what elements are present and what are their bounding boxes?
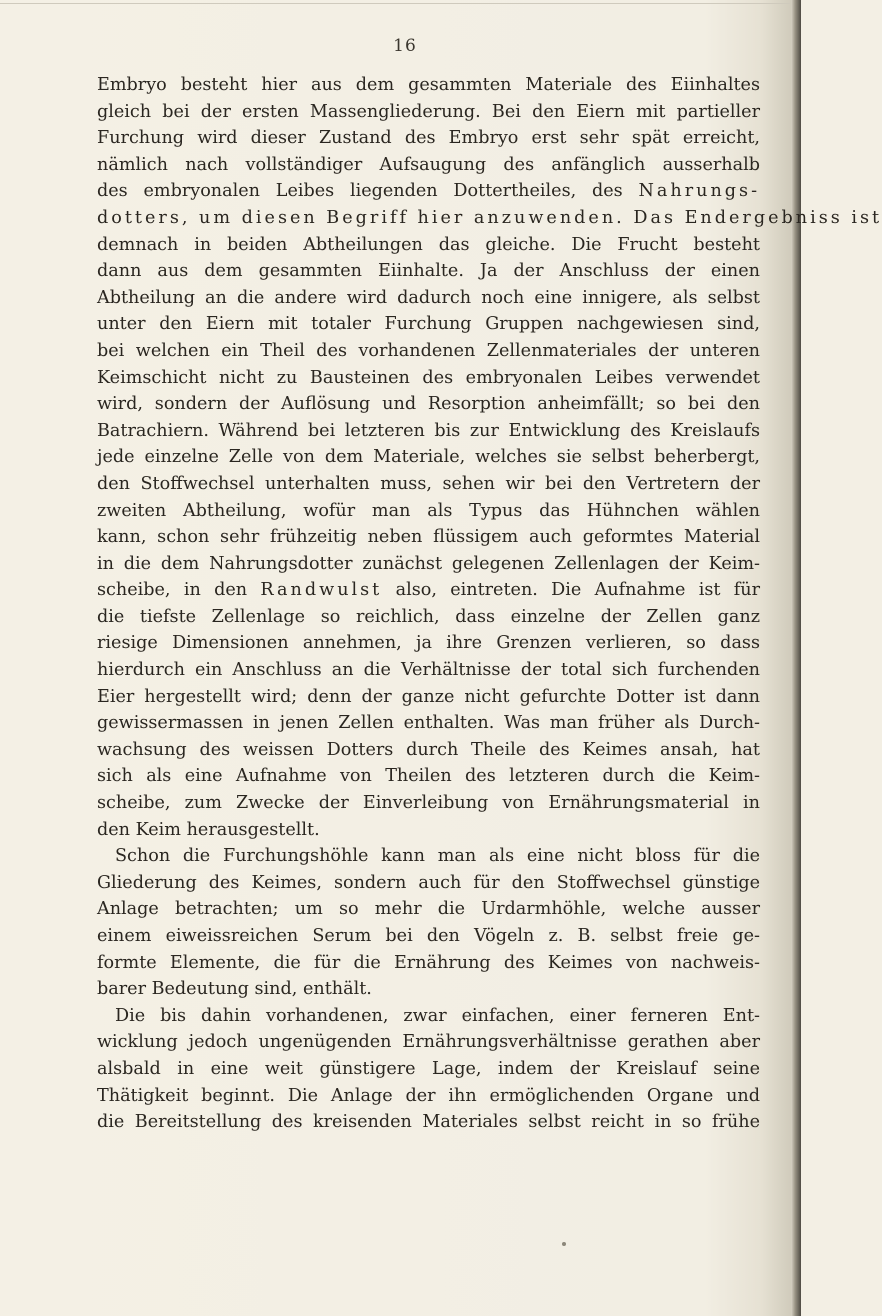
text-line: die tiefste Zellenlage so reichlich, dass einzelne der Zellen ganz: [97, 606, 760, 627]
text-line: wicklung jedoch ungenügenden Ernährungsverhältnisse gerathen aber: [97, 1032, 760, 1053]
text-segment: also, eintreten. Die Aufnahme ist für: [395, 580, 761, 601]
text-line: Die bis dahin vorhandenen, zwar einfachen, einer ferneren Ent-: [115, 1005, 760, 1026]
text-line: wird, sondern der Auflösung und Resorption anheimfällt; so bei den: [97, 394, 760, 415]
text-line: gewissermassen in jenen Zellen enthalten. Was man früher als Durch-: [97, 713, 760, 734]
text-line: barer Bedeutung sind, enthält.: [97, 979, 372, 1000]
text-line: zweiten Abtheilung, wofür man als Typus das Hühnchen wählen: [97, 500, 760, 521]
text-line: Gliederung des Keimes, sondern auch für den Stoffwechsel günstige: [97, 872, 760, 893]
page-number: 16: [393, 36, 417, 56]
text-line: demnach in beiden Abtheilungen das gleiche. Die Frucht besteht: [97, 234, 760, 255]
text-line: dann aus dem gesammten Eiinhalte. Ja der Anschluss der einen: [97, 261, 760, 282]
top-edge-rule: [0, 3, 790, 4]
text-line: die Bereitstellung des kreisenden Materiales selbst reicht in so frühe: [97, 1112, 760, 1133]
text-line: den Stoffwechsel unterhalten muss, sehen wir bei den Vertretern der: [97, 473, 760, 494]
text-line: den Keim herausgestellt.: [97, 819, 320, 840]
text-line: [97, 577, 760, 604]
emphasis-spaced: Randwulst: [260, 580, 383, 601]
text-line: Batrachiern. Während bei letzteren bis zur Entwicklung des Kreislaufs: [97, 420, 760, 441]
text-line: gleich bei der ersten Massengliederung. Bei den Eiern mit partieller: [97, 101, 760, 122]
text-line: wachsung des weissen Dotters durch Theile des Keimes ansah, hat: [97, 739, 760, 760]
text-line: Schon die Furchungshöhle kann man als eine nicht bloss für die: [115, 846, 760, 867]
text-line: hierdurch ein Anschluss an die Verhältnisse der total sich furchenden: [97, 660, 760, 681]
text-line: alsbald in eine weit günstigere Lage, indem der Kreislauf seine: [97, 1058, 760, 1079]
text-line: Furchung wird dieser Zustand des Embryo erst sehr spät erreicht,: [97, 128, 760, 149]
text-segment: des embryonalen Leibes liegenden Dottertheiles, des: [97, 181, 623, 202]
text-line: Embryo besteht hier aus dem gesammten Materiale des Eiinhaltes: [97, 75, 760, 95]
text-line: unter den Eiern mit totaler Furchung Gruppen nachgewiesen sind,: [97, 314, 760, 335]
text-line: kann, schon sehr frühzeitig neben flüssigem auch geformtes Material: [97, 527, 760, 548]
text-line: Abtheilung an die andere wird dadurch noch eine innigere, als selbst: [97, 287, 760, 308]
ink-speck: [562, 1242, 566, 1246]
emphasis-spaced: Nahrungs-: [638, 181, 761, 202]
text-line: in die dem Nahrungsdotter zunächst gelegenen Zellenlagen der Keim-: [97, 553, 760, 574]
text-line: nämlich nach vollständiger Aufsaugung des anfänglich ausserhalb: [97, 154, 760, 175]
text-line: Anlage betrachten; um so mehr die Urdarmhöhle, welche ausser: [97, 899, 760, 920]
text-line: Eier hergestellt wird; denn der ganze nicht gefurchte Dotter ist dann: [97, 686, 760, 707]
text-line: scheibe, zum Zwecke der Einverleibung von Ernährungsmaterial in: [97, 793, 760, 814]
text-line: [97, 205, 882, 232]
text-line: einem eiweissreichen Serum bei den Vögeln z. B. selbst freie ge-: [97, 926, 760, 946]
text-line: bei welchen ein Theil des vorhandenen Zellenmateriales der unteren: [97, 340, 760, 361]
text-segment: scheibe, in den: [97, 580, 248, 601]
page-gutter-shadow: [791, 0, 801, 1316]
text-line: jede einzelne Zelle von dem Materiale, welches sie selbst beherbergt,: [97, 447, 760, 468]
text-line: Thätigkeit beginnt. Die Anlage der ihn ermöglichenden Organe und: [97, 1085, 760, 1106]
text-line: Keimschicht nicht zu Bausteinen des embryonalen Leibes verwendet: [97, 367, 760, 388]
text-line: [97, 178, 760, 205]
text-line: riesige Dimensionen annehmen, ja ihre Grenzen verlieren, so dass: [97, 633, 760, 654]
body-text: [97, 72, 882, 1136]
text-line: sich als eine Aufnahme von Theilen des letzteren durch die Keim-: [97, 766, 760, 787]
text-line: formte Elemente, die für die Ernährung des Keimes von nachweis-: [97, 952, 760, 973]
emphasis-spaced-continued: dotters, um diesen Begriff hier anzuwenden. Das Endergebniss ist: [97, 207, 882, 228]
